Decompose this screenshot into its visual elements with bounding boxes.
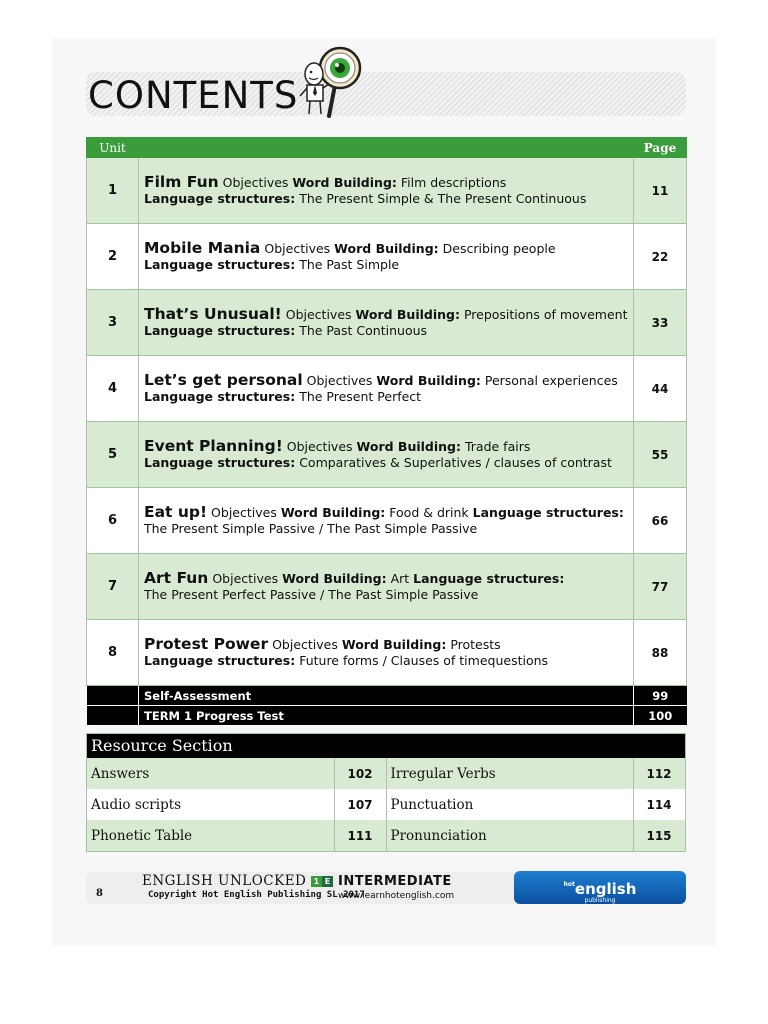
word-building-text: Trade fairs	[464, 439, 531, 454]
unit-number: 4	[87, 356, 139, 422]
level-badge-2: E	[322, 876, 333, 887]
self-assessment-row	[87, 686, 687, 706]
extra-page: 99	[634, 686, 687, 706]
unit-page: 44	[634, 356, 687, 422]
resource-item: Irregular Verbs	[386, 758, 633, 789]
language-structures-text: Future forms / Clauses of timequestions	[299, 653, 549, 668]
unit-number: 3	[87, 290, 139, 356]
language-structures-text: The Present Perfect Passive / The Past Simple Passive	[144, 587, 479, 602]
unit-description	[139, 488, 634, 554]
blank-cell	[87, 686, 139, 706]
language-structures-label: Language structures:	[144, 389, 296, 404]
word-building-label: Word Building:	[280, 505, 386, 520]
resource-page: 102	[334, 758, 386, 789]
unit-page: 11	[634, 158, 687, 224]
resource-row	[87, 820, 685, 851]
extra-label: TERM 1 Progress Test	[139, 706, 634, 726]
language-structures-text: The Present Simple & The Present Continuous	[299, 191, 587, 206]
word-building-label: Word Building:	[376, 373, 481, 388]
objectives-label: Objectives	[272, 637, 338, 652]
unit-row	[87, 620, 687, 686]
unit-description	[139, 158, 634, 224]
contents-table	[86, 137, 687, 726]
objectives-label: Objectives	[286, 439, 353, 454]
resource-heading: Resource Section	[87, 734, 685, 758]
word-building-label: Word Building:	[282, 571, 387, 586]
word-building-text: Film descriptions	[400, 175, 507, 190]
unit-page: 22	[634, 224, 687, 290]
unit-column-header: Unit	[87, 138, 139, 158]
unit-row	[87, 422, 687, 488]
level-badge-1: 1	[311, 876, 322, 887]
footer-url: www.learnhotenglish.com	[338, 891, 455, 901]
language-structures-text: The Past Continuous	[299, 323, 428, 338]
unit-description	[139, 224, 634, 290]
unit-number: 1	[87, 158, 139, 224]
footer-book-title	[142, 873, 452, 889]
word-building-text: Protests	[450, 637, 501, 652]
language-structures-label: Language structures:	[144, 455, 296, 470]
language-structures-label: Language structures:	[472, 505, 624, 520]
footer-page-number: 8	[96, 888, 103, 899]
word-building-label: Word Building:	[334, 241, 439, 256]
objectives-label: Objectives	[285, 307, 352, 322]
resource-page: 115	[633, 820, 685, 851]
title-column-header	[139, 138, 634, 158]
language-structures-label: Language structures:	[413, 571, 565, 586]
resource-page: 114	[633, 789, 685, 820]
resource-item: Pronunciation	[386, 820, 633, 851]
resource-item: Answers	[87, 758, 334, 789]
blank-cell	[87, 706, 139, 726]
logo-subtitle: publishing	[584, 897, 616, 904]
word-building-text: Art	[390, 571, 410, 586]
unit-description	[139, 422, 634, 488]
unit-page: 66	[634, 488, 687, 554]
unit-title: That’s Unusual!	[144, 305, 282, 323]
unit-title: Film Fun	[144, 173, 219, 191]
unit-description	[139, 620, 634, 686]
word-building-label: Word Building:	[356, 439, 461, 454]
unit-page: 55	[634, 422, 687, 488]
objectives-label: Objectives	[211, 505, 277, 520]
word-building-text: Describing people	[442, 241, 556, 256]
language-structures-text: The Present Perfect	[299, 389, 422, 404]
unit-row	[87, 488, 687, 554]
extra-page: 100	[634, 706, 687, 726]
objectives-label: Objectives	[306, 373, 373, 388]
language-structures-label: Language structures:	[144, 323, 296, 338]
word-building-text: Personal experiences	[484, 373, 618, 388]
unit-title: Eat up!	[144, 503, 208, 521]
language-structures-text: Comparatives & Superlatives / clauses of contrast	[299, 455, 612, 470]
unit-row	[87, 356, 687, 422]
unit-description	[139, 554, 634, 620]
unit-row	[87, 224, 687, 290]
resource-page: 111	[334, 820, 386, 851]
unit-title: Art Fun	[144, 569, 209, 587]
objectives-label: Objectives	[264, 241, 331, 256]
unit-title: Mobile Mania	[144, 239, 261, 257]
table-header-row	[87, 138, 687, 158]
resource-row	[87, 758, 685, 789]
language-structures-text: The Present Simple Passive / The Past Simple Passive	[144, 521, 478, 536]
unit-page: 88	[634, 620, 687, 686]
unit-number: 5	[87, 422, 139, 488]
word-building-text: Food & drink	[389, 505, 469, 520]
footer-copyright: Copyright Hot English Publishing SL 2017	[148, 890, 365, 900]
resource-section	[86, 733, 686, 852]
progress-test-row	[87, 706, 687, 726]
unit-number: 6	[87, 488, 139, 554]
word-building-text: Prepositions of movement	[463, 307, 628, 322]
unit-title: Event Planning!	[144, 437, 283, 455]
unit-row	[87, 290, 687, 356]
page-column-header: Page	[634, 138, 687, 158]
unit-number: 8	[87, 620, 139, 686]
extra-label: Self-Assessment	[139, 686, 634, 706]
word-building-label: Word Building:	[355, 307, 460, 322]
resource-item: Punctuation	[386, 789, 633, 820]
unit-number: 7	[87, 554, 139, 620]
word-building-label: Word Building:	[341, 637, 447, 652]
unit-page: 33	[634, 290, 687, 356]
logo-main-text: english	[574, 880, 637, 898]
unit-row	[87, 158, 687, 224]
book-title: ENGLISH UNLOCKED	[142, 873, 307, 889]
page-title: CONTENTS	[88, 74, 299, 117]
unit-title: Let’s get personal	[144, 371, 303, 389]
language-structures-label: Language structures:	[144, 653, 296, 668]
logo-wordmark	[514, 871, 686, 898]
resource-page: 107	[334, 789, 386, 820]
book-level: INTERMEDIATE	[337, 874, 452, 889]
word-building-label: Word Building:	[292, 175, 397, 190]
unit-description	[139, 356, 634, 422]
unit-description	[139, 290, 634, 356]
resource-table	[87, 758, 686, 851]
objectives-label: Objectives	[212, 571, 279, 586]
publisher-logo	[514, 871, 686, 904]
language-structures-label: Language structures:	[144, 257, 296, 272]
resource-item: Audio scripts	[87, 789, 334, 820]
resource-item: Phonetic Table	[87, 820, 334, 851]
language-structures-text: The Past Simple	[299, 257, 400, 272]
resource-row	[87, 789, 685, 820]
language-structures-label: Language structures:	[144, 191, 296, 206]
unit-page: 77	[634, 554, 687, 620]
unit-number: 2	[87, 224, 139, 290]
magnifier-mascot-icon	[296, 44, 368, 120]
resource-page: 112	[633, 758, 685, 789]
unit-row	[87, 554, 687, 620]
objectives-label: Objectives	[222, 175, 289, 190]
logo-hot: hot	[563, 881, 575, 888]
unit-title: Protest Power	[144, 635, 269, 653]
